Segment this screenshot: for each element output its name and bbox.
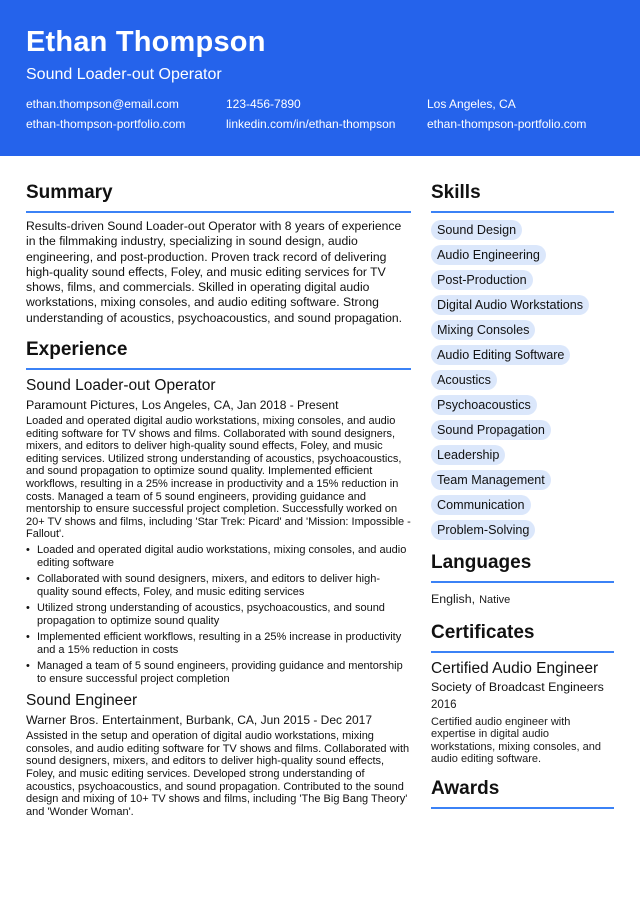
experience-divider — [26, 368, 411, 370]
skill-chip: Communication — [431, 495, 531, 515]
certificate-issuer: Society of Broadcast Engineers — [431, 680, 604, 694]
experience-heading: Experience — [26, 339, 128, 361]
job-bullets — [26, 544, 411, 685]
skill-chip: Team Management — [431, 470, 551, 490]
certificates-section — [431, 620, 614, 766]
job-bullet: • Managed a team of 5 sound engineers, providing guidance and mentorship to ensure successful project completion — [26, 660, 411, 685]
skills-divider — [431, 211, 614, 213]
job-company: Warner Bros. Entertainment, — [26, 713, 183, 728]
contact-portfolio-link[interactable]: ethan-thompson-portfolio.com — [26, 117, 186, 131]
summary-heading: Summary — [26, 182, 113, 203]
skill-chip: Leadership — [431, 445, 505, 465]
job-bullet: • Utilized strong understanding of acoustics, psychoacoustics, and sound propagation to optimize sound quality — [26, 602, 411, 627]
languages-heading: Languages — [431, 552, 532, 573]
awards-section — [431, 776, 614, 809]
skills-heading: Skills — [431, 182, 481, 203]
certificates-divider — [431, 651, 614, 653]
awards-divider — [431, 807, 614, 809]
contact-portfolio-link-2[interactable]: ethan-thompson-portfolio.com — [427, 117, 587, 131]
languages-section — [431, 550, 614, 608]
job-location: Los Angeles, CA, — [141, 398, 234, 413]
job-bullet: • Collaborated with sound designers, mixers, and editors to deliver high-quality sound effects, Foley, and music editing services — [26, 573, 411, 598]
job-entry — [26, 376, 411, 685]
certificate-name: Certified Audio Engineer — [431, 660, 599, 677]
language-level: Native — [479, 594, 511, 606]
awards-heading: Awards — [431, 777, 500, 799]
skill-chip: Mixing Consoles — [431, 320, 535, 340]
contact-email[interactable]: ethan.thompson@email.com — [26, 97, 179, 111]
job-title: Sound Loader-out Operator — [26, 377, 216, 395]
certificate-year: 2016 — [431, 698, 457, 711]
certificates-heading: Certificates — [431, 622, 535, 643]
summary-section — [26, 180, 411, 326]
skill-chip: Post-Production — [431, 270, 533, 290]
side-column — [431, 180, 614, 809]
candidate-name: Ethan Thompson — [26, 26, 266, 58]
skills-list — [431, 220, 614, 540]
resume-header — [0, 0, 640, 156]
skill-chip: Acoustics — [431, 370, 497, 390]
summary-text: Results-driven Sound Loader-out Operator with 8 years of experience in the filmmaking industry, specializing in sound design, audio engineering, and post-production. Proven track record of delivering high-quality sound effects, Foley, and music editing services for TV shows, films, and commercials. Skilled in operating digital audio workstations, mixing consoles, and audio editing software. Strong understanding of acoustics, psychoacoustics, and sound propagation. — [26, 219, 403, 325]
skill-chip: Problem-Solving — [431, 520, 535, 540]
job-dates: Jun 2015 - Dec 2017 — [260, 713, 373, 728]
job-entry — [26, 691, 411, 818]
skill-chip: Sound Design — [431, 220, 522, 240]
experience-section — [26, 337, 411, 818]
skills-section — [431, 180, 614, 540]
skill-chip: Psychoacoustics — [431, 395, 537, 415]
job-dates: Jan 2018 - Present — [237, 398, 339, 413]
skill-chip: Audio Engineering — [431, 245, 546, 265]
language-item — [431, 591, 614, 608]
certificate-description: Certified audio engineer with expertise in digital audio workstations, mixing consoles, and audio editing software. — [431, 715, 601, 766]
contact-phone[interactable]: 123-456-7890 — [226, 97, 301, 111]
languages-divider — [431, 581, 614, 583]
job-bullet: • Implemented efficient workflows, resulting in a 25% increase in productivity and a 15% reduction in costs — [26, 631, 411, 656]
job-meta — [26, 712, 411, 728]
job-company: Paramount Pictures, — [26, 398, 139, 413]
candidate-role: Sound Loader-out Operator — [26, 66, 222, 83]
certificate-entry — [431, 659, 614, 766]
job-title: Sound Engineer — [26, 692, 138, 710]
skill-chip: Digital Audio Workstations — [431, 295, 589, 315]
contact-location: Los Angeles, CA — [427, 97, 516, 111]
job-location: Burbank, CA, — [185, 713, 258, 728]
job-bullet: • Loaded and operated digital audio workstations, mixing consoles, and audio editing software — [26, 544, 411, 569]
summary-divider — [26, 211, 411, 213]
contact-linkedin-link[interactable]: linkedin.com/in/ethan-thompson — [226, 117, 396, 131]
main-column — [26, 180, 411, 818]
job-description: Assisted in the setup and operation of digital audio workstations, mixing consoles, and audio editing software for TV shows and films. Collaborated with sound designers, mixers, and editors to deliver high-quality sound effects, Foley, and music editing services. Developed strong understanding of acoustics, psychoacoustics, and sound propagation. Contributed to the sound design and mixing of 10+ TV shows and films, including 'The Big Bang Theory' and 'Wonder Woman'. — [26, 730, 410, 818]
skill-chip: Audio Editing Software — [431, 345, 570, 365]
job-description: Loaded and operated digital audio workstations, mixing consoles, and audio editing software for TV shows and films. Collaborated with sound designers, mixers, and editors to deliver high-quality sound effects, Foley, and music editing services. Utilized strong understanding of acoustics, psychoacoustics, and sound propagation to optimize sound quality. Implemented efficient workflows, resulting in a 25% increase in productivity and a 15% reduction in costs. Managed a team of 5 sound engineers, providing guidance and mentorship to ensure successful project completion. Successfully worked on 20+ TV shows and films, including 'Star Trek: Picard' and 'Mission: Impossible - Fallout'. — [26, 415, 411, 541]
job-meta — [26, 397, 411, 413]
skill-chip: Sound Propagation — [431, 420, 551, 440]
language-name: English, — [431, 592, 476, 606]
